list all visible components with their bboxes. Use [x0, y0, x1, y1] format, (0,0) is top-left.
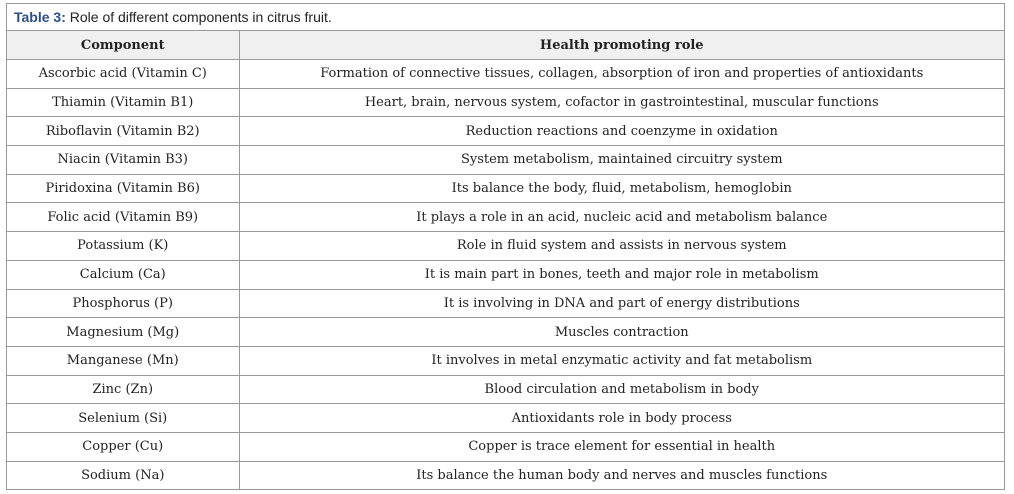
- cell-role: It involves in metal enzymatic activity and fat metabolism: [239, 346, 1004, 375]
- table-row: [7, 346, 1004, 375]
- cell-role: Copper is trace element for essential in health: [239, 432, 1004, 461]
- table-caption-label: Table 3:: [14, 9, 66, 25]
- table-row: [7, 117, 1004, 146]
- table-row: [7, 289, 1004, 318]
- table-row: [7, 432, 1004, 461]
- table-row: [7, 260, 1004, 289]
- cell-role: Role in fluid system and assists in nervous system: [239, 232, 1004, 261]
- cell-role: Its balance the human body and nerves and muscles functions: [239, 461, 1004, 489]
- table-caption-text: Role of different components in citrus fruit.: [65, 9, 332, 25]
- cell-role: Reduction reactions and coenzyme in oxidation: [239, 117, 1004, 146]
- cell-component: Calcium (Ca): [7, 260, 239, 289]
- header-health-role: Health promoting role: [239, 31, 1004, 60]
- table-row: [7, 375, 1004, 404]
- cell-component: Magnesium (Mg): [7, 318, 239, 347]
- cell-role: It is main part in bones, teeth and major role in metabolism: [239, 260, 1004, 289]
- cell-component: Phosphorus (P): [7, 289, 239, 318]
- table-header-row: [7, 31, 1004, 60]
- table-row: [7, 60, 1004, 89]
- table-row: [7, 404, 1004, 433]
- cell-component: Copper (Cu): [7, 432, 239, 461]
- table-row: [7, 461, 1004, 489]
- table-row: [7, 203, 1004, 232]
- cell-role: Blood circulation and metabolism in body: [239, 375, 1004, 404]
- cell-role: Heart, brain, nervous system, cofactor in gastrointestinal, muscular functions: [239, 88, 1004, 117]
- cell-role: It plays a role in an acid, nucleic acid and metabolism balance: [239, 203, 1004, 232]
- cell-component: Thiamin (Vitamin B1): [7, 88, 239, 117]
- cell-role: Formation of connective tissues, collagen, absorption of iron and properties of antioxidants: [239, 60, 1004, 89]
- cell-component: Zinc (Zn): [7, 375, 239, 404]
- cell-component: Sodium (Na): [7, 461, 239, 489]
- cell-component: Riboflavin (Vitamin B2): [7, 117, 239, 146]
- cell-component: Ascorbic acid (Vitamin C): [7, 60, 239, 89]
- cell-component: Niacin (Vitamin B3): [7, 146, 239, 175]
- cell-component: Potassium (K): [7, 232, 239, 261]
- cell-component: Folic acid (Vitamin B9): [7, 203, 239, 232]
- cell-role: It is involving in DNA and part of energy distributions: [239, 289, 1004, 318]
- table-caption: [7, 4, 1004, 31]
- cell-component: Selenium (Si): [7, 404, 239, 433]
- cell-role: Its balance the body, fluid, metabolism, hemoglobin: [239, 174, 1004, 203]
- cell-component: Manganese (Mn): [7, 346, 239, 375]
- table-container: [6, 3, 1005, 490]
- table-row: [7, 318, 1004, 347]
- cell-role: System metabolism, maintained circuitry system: [239, 146, 1004, 175]
- cell-role: Muscles contraction: [239, 318, 1004, 347]
- table-row: [7, 88, 1004, 117]
- components-table: [7, 31, 1004, 489]
- table-row: [7, 174, 1004, 203]
- cell-role: Antioxidants role in body process: [239, 404, 1004, 433]
- cell-component: Piridoxina (Vitamin B6): [7, 174, 239, 203]
- table-row: [7, 146, 1004, 175]
- table-row: [7, 232, 1004, 261]
- header-component: Component: [7, 31, 239, 60]
